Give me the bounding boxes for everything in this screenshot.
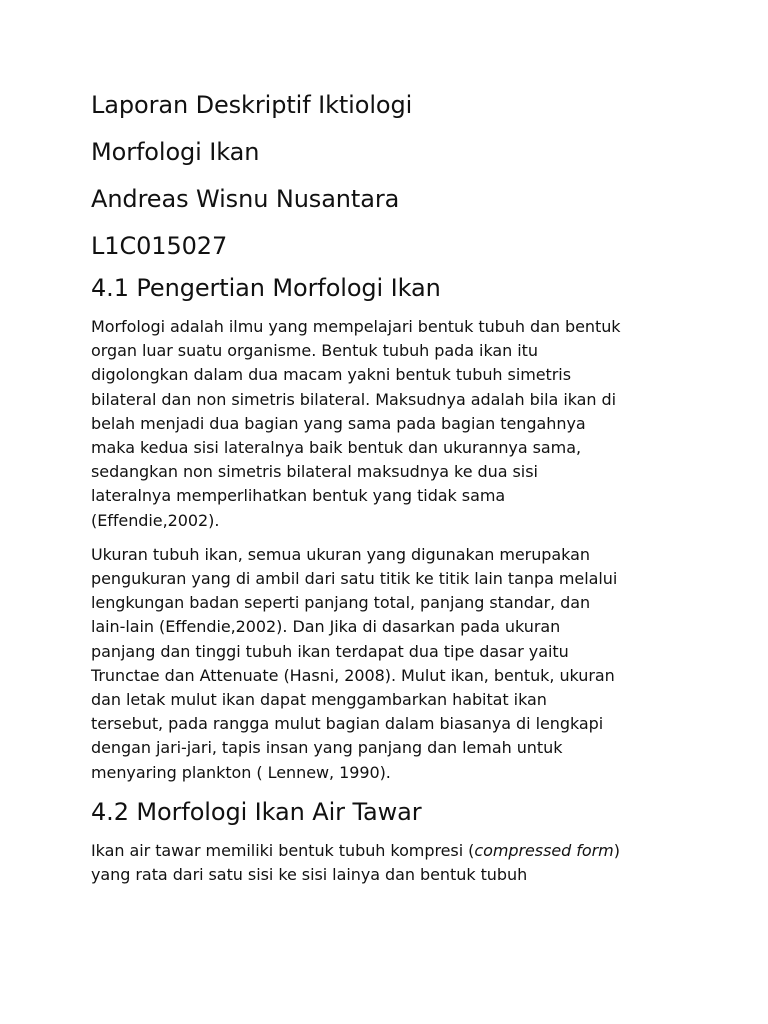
paragraph-morfologi-definition (91, 315, 691, 533)
text-line: lateralnya memperlihatkan bentuk yang tidak sama (91, 486, 506, 506)
text-line: menyaring plankton ( Lennew, 1990). (91, 762, 391, 782)
text-line: panjang dan tinggi tubuh ikan terdapat dua tipe dasar yaitu (91, 641, 569, 661)
section-heading-4-2: 4.2 Morfologi Ikan Air Tawar (91, 797, 422, 826)
text-line: lengkungan badan seperti panjang total, panjang standar, dan (91, 593, 591, 613)
text-line: Ukuran tubuh ikan, semua ukuran yang digunakan merupakan (91, 544, 590, 564)
text-line (91, 839, 691, 863)
italic-term: compressed form (474, 840, 614, 860)
text-segment: ) (613, 840, 620, 860)
paragraph-ikan-air-tawar (91, 839, 691, 887)
text-line: dan letak mulut ikan dapat menggambarkan habitat ikan (91, 690, 547, 710)
text-line: yang rata dari satu sisi ke sisi lainya dan bentuk tubuh (91, 865, 528, 885)
section-heading-4-1: 4.1 Pengertian Morfologi Ikan (91, 274, 441, 302)
text-line: (Effendie,2002). (91, 510, 220, 530)
author-name: Andreas Wisnu Nusantara (91, 185, 400, 213)
text-line: digolongkan dalam dua macam yakni bentuk tubuh simetris (91, 365, 571, 385)
text-line: organ luar suatu organisme. Bentuk tubuh pada ikan itu (91, 341, 538, 361)
student-id: L1C015027 (91, 232, 228, 260)
report-title: Laporan Deskriptif Iktiologi (91, 91, 413, 119)
text-line: belah menjadi dua bagian yang sama pada bagian tengahnya (91, 413, 586, 433)
text-line: tersebut, pada rangga mulut bagian dalam biasanya di lengkapi (91, 714, 604, 734)
text-line: Morfologi adalah ilmu yang mempelajari bentuk tubuh dan bentuk (91, 317, 621, 336)
text-line: Trunctae dan Attenuate (Hasni, 2008). Mulut ikan, bentuk, ukuran (91, 665, 615, 685)
text-line: sedangkan non simetris bilateral maksudnya ke dua sisi (91, 462, 538, 482)
text-segment: Ikan air tawar memiliki bentuk tubuh kompresi ( (91, 840, 475, 860)
text-line: bilateral dan non simetris bilateral. Maksudnya adalah bila ikan di (91, 389, 617, 409)
text-line: lain-lain (Effendie,2002). Dan Jika di dasarkan pada ukuran (91, 617, 561, 637)
text-line: pengukuran yang di ambil dari satu titik ke titik lain tanpa melalui (91, 569, 618, 589)
report-subject: Morfologi Ikan (91, 138, 260, 166)
document-content (91, 90, 691, 897)
text-line: maka kedua sisi lateralnya baik bentuk dan ukurannya sama, (91, 438, 581, 458)
text-line: dengan jari-jari, tapis insan yang panjang dan lemah untuk (91, 738, 563, 758)
paragraph-ukuran-tubuh (91, 543, 691, 785)
